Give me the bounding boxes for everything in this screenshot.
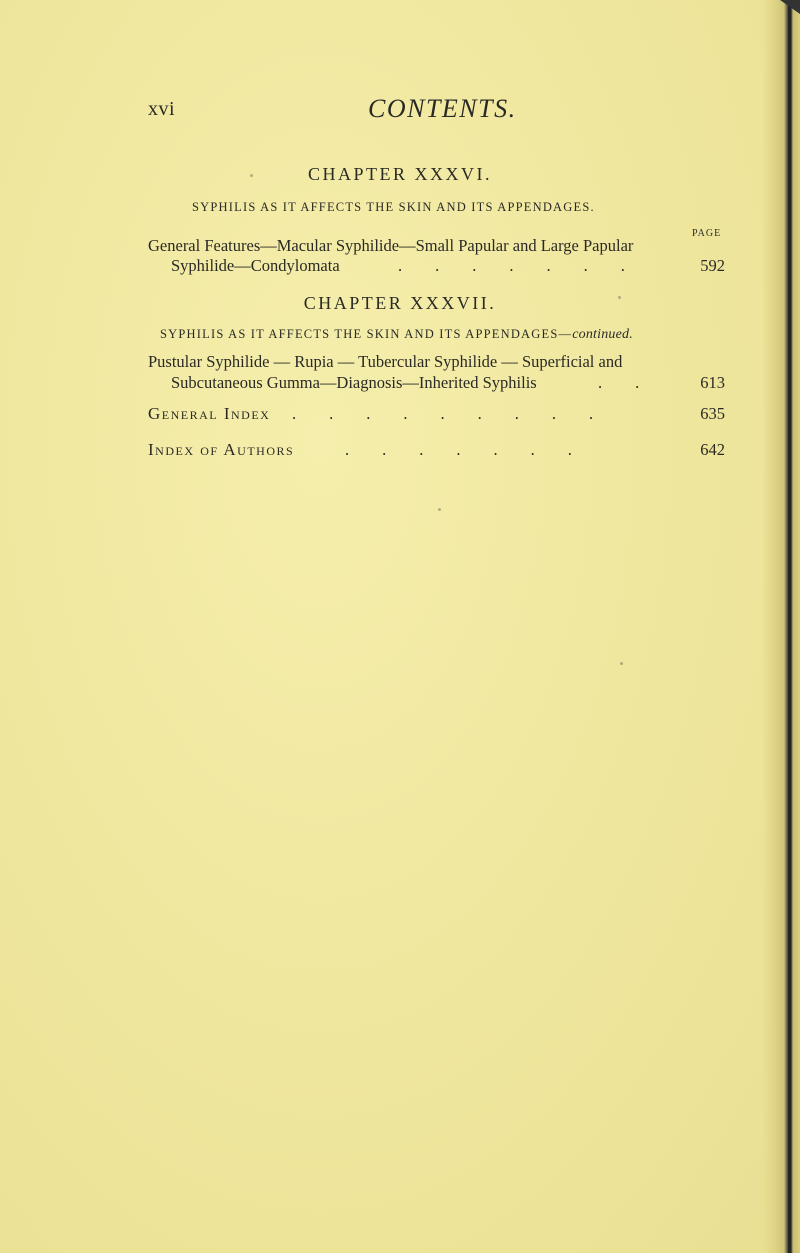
page-number: 635 [700,404,725,423]
page-edge-line [788,0,791,1253]
leader-dots: . . . . . . . [345,440,572,459]
chapter-heading: CHAPTER XXXVI. [307,164,492,184]
page-number: 613 [700,373,725,392]
page-title: CONTENTS. [368,94,517,123]
paper-speck [438,508,441,511]
paper-speck [618,296,621,299]
toc-entry-line: Pustular Syphilide — Rupia — Tubercular Syphilide — Superficial and [148,352,623,371]
chapter-subtitle [160,327,633,343]
page-column-label: PAGE [692,228,722,239]
page-folio: xvi [148,98,176,120]
paper-speck [250,174,253,177]
leader-dots: . . [598,373,640,392]
index-entry-label: Index of Authors [148,440,295,459]
chapter-heading: CHAPTER XXXVII. [303,293,497,313]
paper-speck [620,662,623,665]
page-number: 592 [700,256,725,275]
toc-entry-line: General Features—Macular Syphilide—Small Papular and Large Papular [148,236,634,255]
toc-entry-line: Syphilide—Condylomata [171,256,340,275]
chapter-subtitle-text: SYPHILIS AS IT AFFECTS THE SKIN AND ITS APPENDAGES— [160,327,573,341]
chapter-subtitle: SYPHILIS AS IT AFFECTS THE SKIN AND ITS APPENDAGES. [192,200,595,214]
leader-dots: . . . . . . . [398,256,625,275]
corner-mark [780,0,800,14]
page-number: 642 [700,440,725,459]
index-entry-label: General Index [148,404,271,423]
leader-dots: . . . . . . . . . [292,404,594,423]
toc-entry-line: Subcutaneous Gumma—Diagnosis—Inherited Syphilis [171,373,537,392]
page-binding-edge [762,0,800,1253]
chapter-subtitle-continued: continued. [572,327,633,342]
